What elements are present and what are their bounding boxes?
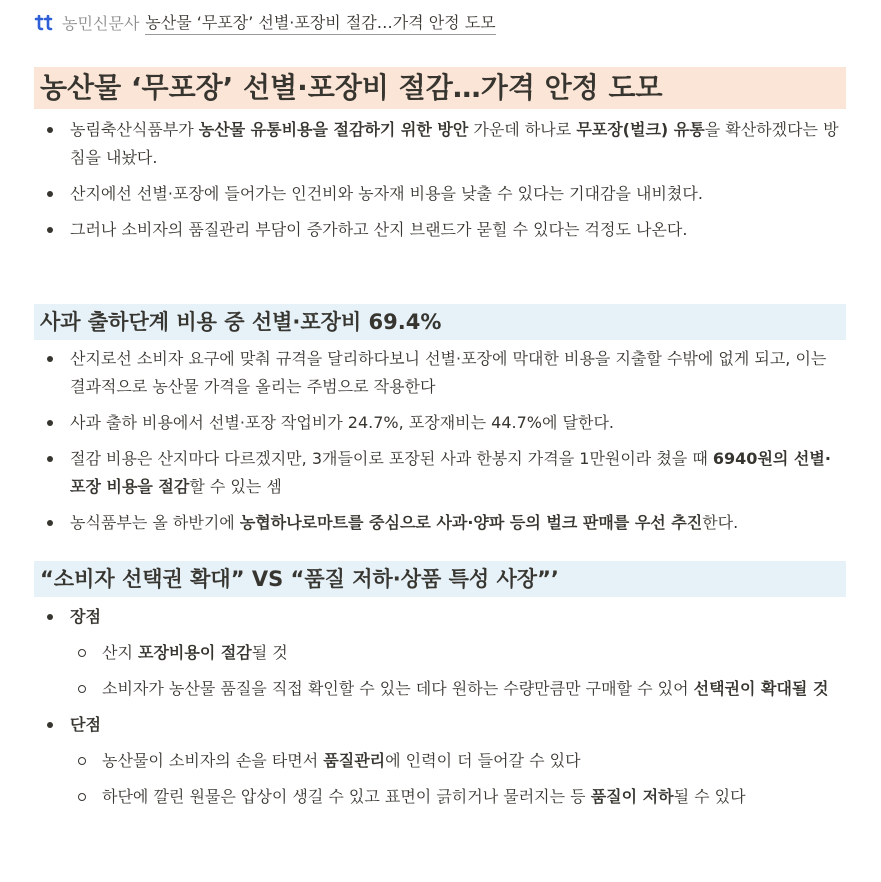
list-item: 농산물이 소비자의 손을 타면서 품질관리에 인력이 더 들어갈 수 있다 [34,747,846,775]
list-item: 절감 비용은 산지마다 다르겠지만, 3개들이로 포장된 사과 한봉지 가격을 1만원이라 쳤을 때 6940원의 선별·포장 비용을 절감할 수 있는 셈 [34,445,846,501]
list-item: 농림축산식품부가 농산물 유통비용을 절감하기 위한 방안 가운데 하나로 무포장(벌크) 유통을 확산하겠다는 방침을 내놨다. [34,116,846,172]
article-title: 농산물 ‘무포장’ 선별·포장비 절감…가격 안정 도모 [34,67,846,109]
breadcrumb-page-title[interactable]: 농산물 ‘무포장’ 선별·포장비 절감…가격 안정 도모 [145,10,495,35]
list-item: 소비자가 농산물 품질을 직접 확인할 수 있는 데다 원하는 수량만큼만 구매할 수 있어 선택권이 확대될 것 [34,675,846,703]
list-item: 농식품부는 올 하반기에 농협하나로마트를 중심으로 사과·양파 등의 벌크 판매를 우선 추진한다. [34,509,846,537]
list-item: 그러나 소비자의 품질관리 부담이 증가하고 산지 브랜드가 묻힐 수 있다는 걱정도 나온다. [34,216,846,244]
pros-label: 장점 [34,603,846,631]
breadcrumb-source[interactable]: 농민신문사 [62,14,140,33]
intro-list [34,116,846,252]
section-heading-debate: “소비자 선택권 확대” VS “품질 저하·상품 특성 사장”’ [34,561,846,597]
list-item: 산지 포장비용이 절감될 것 [34,639,846,667]
pros-cons-list [34,603,846,819]
cost-list [34,345,846,545]
section-heading-cost: 사과 출하단계 비용 중 선별·포장비 69.4% [34,304,846,340]
nongmin-logo-icon[interactable] [34,13,54,33]
breadcrumb [34,10,496,35]
list-item: 하단에 깔린 원물은 압상이 생길 수 있고 표면이 긁히거나 물러지는 등 품질이 저하될 수 있다 [34,783,846,811]
list-item: 산지로선 소비자 요구에 맞춰 규격을 달리하다보니 선별·포장에 막대한 비용을 지출할 수밖에 없게 되고, 이는 결과적으로 농산물 가격을 올리는 주범으로 작용한다 [34,345,846,401]
list-item: 산지에선 선별·포장에 들어가는 인건비와 농자재 비용을 낮출 수 있다는 기대감을 내비쳤다. [34,180,846,208]
cons-label: 단점 [34,711,846,739]
list-item: 사과 출하 비용에서 선별·포장 작업비가 24.7%, 포장재비는 44.7%에 달한다. [34,409,846,437]
